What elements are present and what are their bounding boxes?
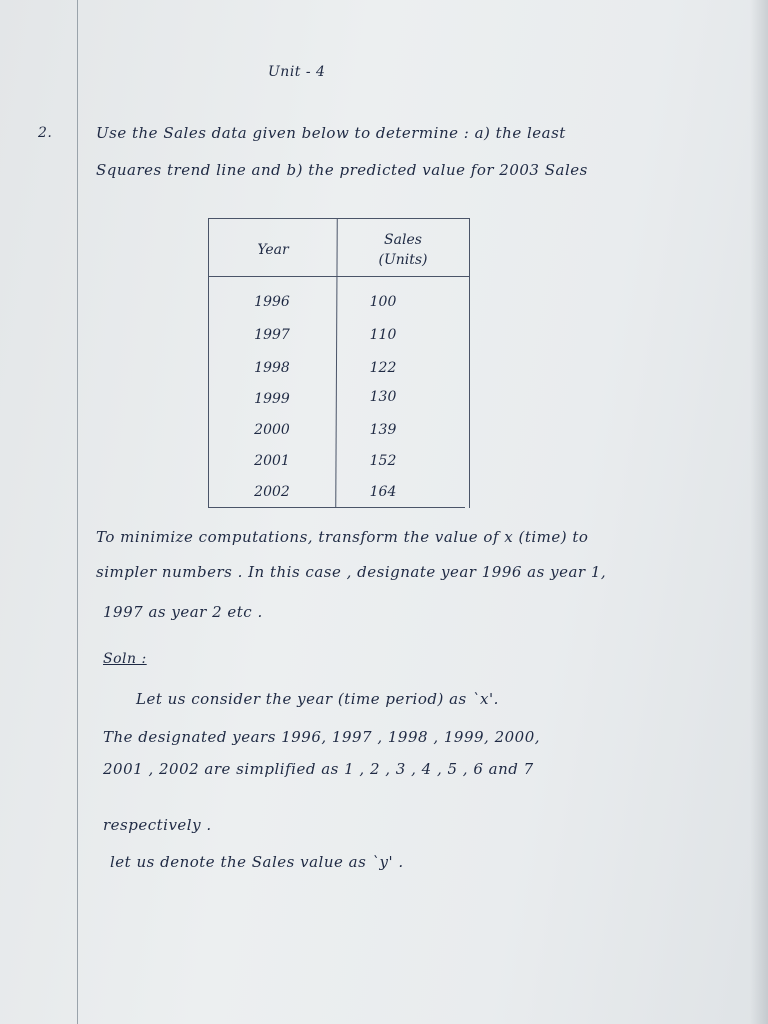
paragraph-line-3: 1997 as year 2 etc . [103,603,263,621]
table-border-bottom [208,507,465,508]
table-cell-sales: 122 [369,360,397,376]
table-header-sales-units: (Units) [378,252,428,268]
table-cell-sales: 139 [369,422,397,438]
table-cell-year: 1997 [254,327,290,343]
question-line-1: Use the Sales data given below to determine : a) the least [96,124,566,142]
table-cell-sales: 130 [369,389,397,405]
table-border-top [208,218,470,219]
table-header-sales-label: Sales [384,232,422,248]
solution-line-4: respectively . [103,816,212,834]
table-border-right [469,218,470,508]
table-cell-year: 1996 [254,294,290,310]
table-cell-sales: 110 [369,327,397,343]
solution-line-1: Let us consider the year (time period) as `x'. [136,690,499,708]
table-cell-sales: 100 [369,294,397,310]
table-header-divider [208,276,470,277]
table-cell-year: 2002 [254,484,290,500]
table-border-left [208,218,209,508]
table-cell-year: 2001 [254,453,290,469]
paragraph-line-1: To minimize computations, transform the value of x (time) to [96,528,589,546]
solution-line-3: 2001 , 2002 are simplified as 1 , 2 , 3 , 4 , 5 , 6 and 7 [103,760,534,778]
solution-line-2: The designated years 1996, 1997 , 1998 , 1999, 2000, [103,728,541,746]
table-cell-sales: 164 [369,484,397,500]
table-cell-year: 1998 [254,360,290,376]
unit-heading: Unit - 4 [268,64,326,80]
table-column-divider [335,218,338,508]
solution-line-5: let us denote the Sales value as `y' . [110,853,404,871]
question-number: 2. [38,125,53,141]
paragraph-line-2: simpler numbers . In this case , designate year 1996 as year 1, [96,563,607,581]
solution-heading: Soln : [103,651,147,667]
table-cell-year: 2000 [254,422,290,438]
table-cell-year: 1999 [254,391,290,407]
page-edge-shadow [750,0,768,1024]
sales-table [208,218,470,508]
table-header-sales [348,230,458,270]
table-cell-sales: 152 [369,453,397,469]
margin-line [77,0,78,1024]
question-line-2: Squares trend line and b) the predicted value for 2003 Sales [96,161,588,179]
table-header-year: Year [257,242,289,258]
